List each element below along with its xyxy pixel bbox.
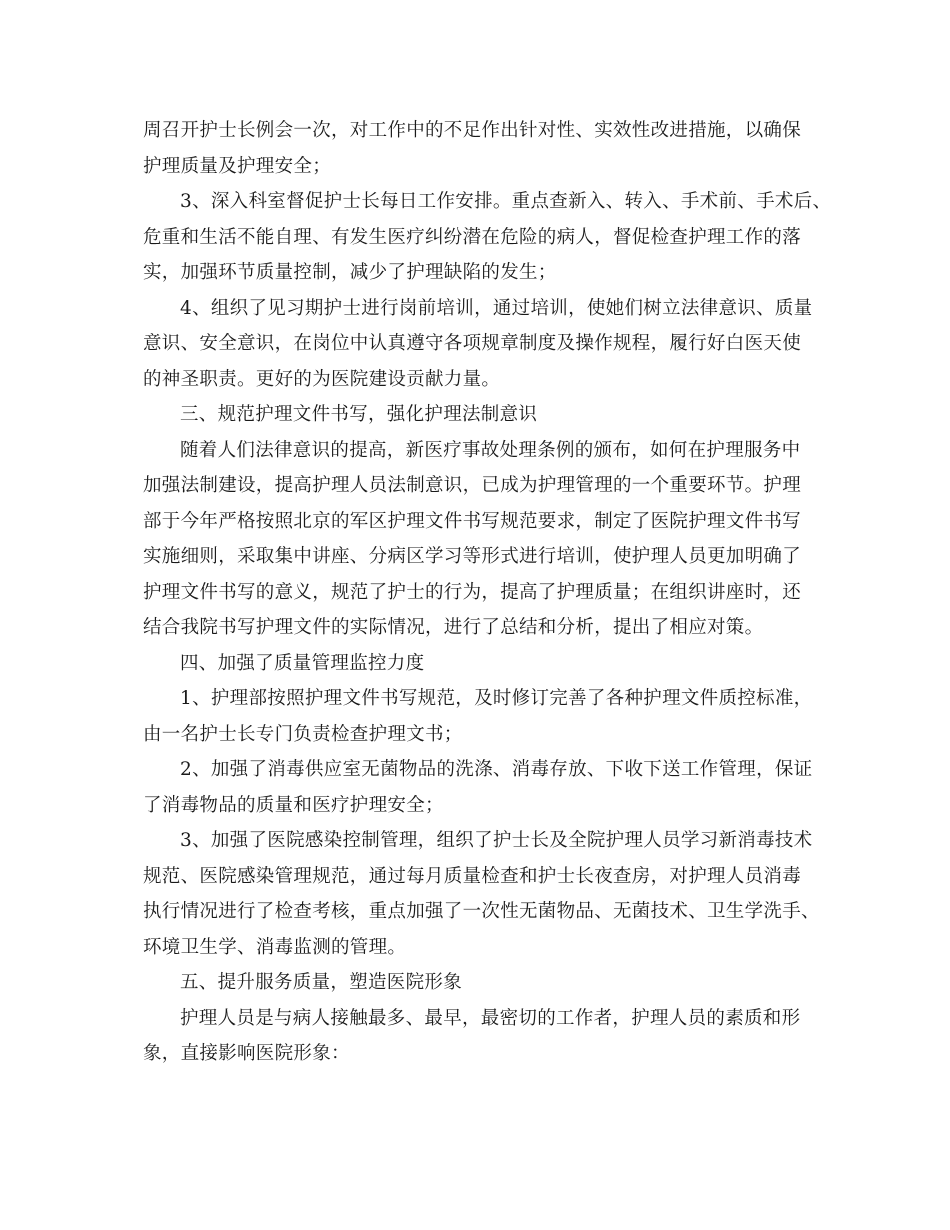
document-line: 环境卫生学、消毒监测的管理。 [143, 936, 407, 958]
document-line: 周召开护士长例会一次，对工作中的不足作出针对性、实效性改进措施，以确保 [143, 120, 802, 141]
document-line: 三、规范护理文件书写，强化护理法制意识 [180, 404, 538, 425]
document-line: 加强法制建设，提高护理人员法制意识，已成为护理管理的一个重要环节。护理 [143, 475, 802, 496]
document-line: 执行情况进行了检查考核，重点加强了一次性无菌物品、无菌技术、卫生学洗手、 [143, 901, 820, 922]
document-line: 由一名护士长专门负责检查护理文书； [143, 723, 463, 745]
document-line: 实，加强环节质量控制，减少了护理缺陷的发生； [143, 262, 557, 283]
document-line: 的神圣职责。更好的为医院建设贡献力量。 [143, 368, 501, 390]
document-line: 2、加强了消毒供应室无菌物品的洗涤、消毒存放、下收下送工作管理，保证 [180, 759, 813, 780]
document-line: 实施细则，采取集中讲座、分病区学习等形式进行培训，使护理人员更加明确了 [143, 546, 802, 567]
document-line: 4、组织了见习期护士进行岗前培训，通过培训，使她们树立法律意识、质量 [180, 297, 813, 319]
document-line: 随着人们法律意识的提高，新医疗事故处理条例的颁布，如何在护理服务中 [180, 439, 801, 461]
document-line: 3、加强了医院感染控制管理，组织了护士长及全院护理人员学习新消毒技术 [180, 830, 813, 851]
document-line: 1、护理部按照护理文件书写规范，及时修订完善了各种护理文件质控标准， [180, 688, 813, 709]
document-line: 护理人员是与病人接触最多、最早，最密切的工作者，护理人员的素质和形 [180, 1007, 801, 1029]
document-line: 3、深入科室督促护士长每日工作安排。重点查新入、转入、手术前、手术后、 [180, 191, 832, 212]
document-line: 意识、安全意识，在岗位中认真遵守各项规章制度及操作规程，履行好白医天使 [143, 333, 802, 354]
document-body [143, 113, 832, 1072]
document-line: 规范、医院感染管理规范，通过每月质量检查和护士长夜查房，对护理人员消毒 [143, 865, 802, 887]
document-line: 结合我院书写护理文件的实际情况，进行了总结和分析，提出了相应对策。 [143, 617, 764, 638]
document-line: 了消毒物品的质量和医疗护理安全； [143, 794, 444, 816]
document-line: 象，直接影响医院形象： [143, 1043, 350, 1064]
document-line: 护理文件书写的意义，规范了护士的行为，提高了护理质量；在组织讲座时，还 [143, 581, 802, 603]
document-line: 四、加强了质量管理监控力度 [180, 652, 425, 674]
document-line: 部于今年严格按照北京的军区护理文件书写规范要求，制定了医院护理文件书写 [143, 510, 802, 532]
document-line: 护理质量及护理安全； [143, 155, 332, 177]
document-line: 五、提升服务质量，塑造医院形象 [180, 972, 463, 993]
document-line: 危重和生活不能自理、有发生医疗纠纷潜在危险的病人，督促检查护理工作的落 [143, 226, 802, 248]
